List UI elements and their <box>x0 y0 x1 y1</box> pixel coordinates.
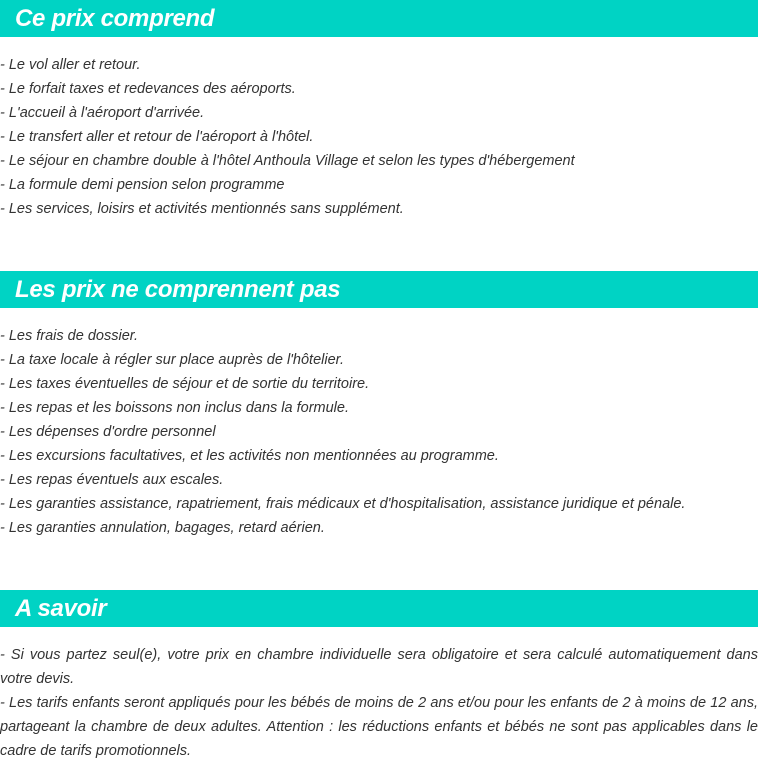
list-item: - Le séjour en chambre double à l'hôtel Anthoula Village et selon les types d'hébergement <box>0 153 575 169</box>
list-item: - Les excursions facultatives, et les activités non mentionnées au programme. <box>0 448 499 464</box>
good-to-know-list <box>0 643 758 763</box>
list-item: - Les tarifs enfants seront appliqués pour les bébés de moins de 2 ans et/ou pour les enfants de 2 à moins de 12 ans, partageant la chambre de deux adultes. Attention : les réductions enfants et bébés ne sont pas applicables dans le cadre de tarifs promotionnels. <box>0 695 758 759</box>
list-item: - Les repas et les boissons non inclus dans la formule. <box>0 400 349 416</box>
list-item: - La taxe locale à régler sur place auprès de l'hôtelier. <box>0 352 344 368</box>
list-item: - Les taxes éventuelles de séjour et de sortie du territoire. <box>0 376 370 392</box>
section-title: Les prix ne comprennent pas <box>15 275 341 303</box>
list-item: - Les garanties annulation, bagages, retard aérien. <box>0 520 325 536</box>
list-item: - Les repas éventuels aux escales. <box>0 472 224 488</box>
list-item: - Les frais de dossier. <box>0 328 139 344</box>
list-item: - Les dépenses d'ordre personnel <box>0 424 216 440</box>
list-item: - Le vol aller et retour. <box>0 57 141 73</box>
list-item: - Le transfert aller et retour de l'aéroport à l'hôtel. <box>0 129 314 145</box>
list-item: - Si vous partez seul(e), votre prix en chambre individuelle sera obligatoire et sera calculé automatiquement dans votre devis. <box>0 647 758 687</box>
section-title: Ce prix comprend <box>15 4 215 32</box>
section-header-ce-prix-comprend <box>0 0 758 37</box>
list-item: - La formule demi pension selon programme <box>0 177 285 193</box>
section-header-les-prix-ne-comprennent-pas <box>0 271 758 308</box>
list-item: - L'accueil à l'aéroport d'arrivée. <box>0 105 205 121</box>
included-list <box>0 53 758 221</box>
list-item: - Les services, loisirs et activités mentionnés sans supplément. <box>0 201 404 217</box>
section-title: A savoir <box>15 594 107 622</box>
section-header-a-savoir <box>0 590 758 627</box>
not-included-list <box>0 324 758 540</box>
list-item: - Le forfait taxes et redevances des aéroports. <box>0 81 296 97</box>
list-item: - Les garanties assistance, rapatriement, frais médicaux et d'hospitalisation, assistance juridique et pénale. <box>0 496 686 512</box>
